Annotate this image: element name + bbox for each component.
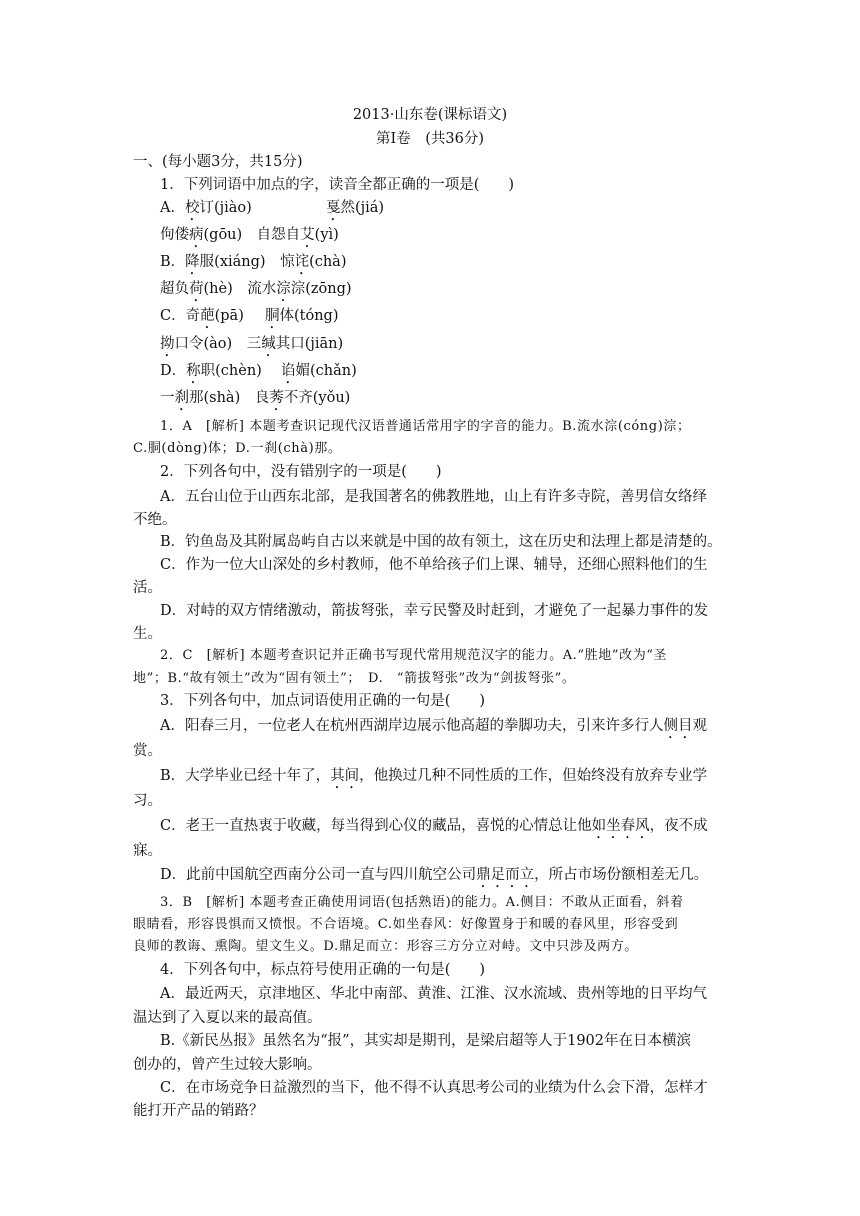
q3-option-b-line2: 习。 bbox=[133, 793, 162, 809]
q3-answer-line3: 良师的教诲、熏陶。望文生义。D.鼎足而立：形容三方分立对峙。文中只涉及两方。 bbox=[133, 939, 638, 954]
q1-option-a-line2: 佝偻病(gōu) 自怨自艾(yì) bbox=[160, 227, 339, 243]
q2-answer-line2: 地”；B.“故有领土”改为“固有领土”； D. “箭拔弩张”改为“剑拔弩张”。 bbox=[133, 671, 576, 686]
q1-answer-line2: C.胴(dòng)体；D.一刹(chà)那。 bbox=[133, 441, 342, 456]
q3-option-b-line1: B．大学毕业已经十年了，其间，他换过几种不同性质的工作，但始终没有放弃专业学 bbox=[160, 768, 708, 784]
q1-option-c-line1: C．奇葩(pā) bbox=[160, 308, 244, 324]
q1-option-b-line1: B．降服(xiáng) 惊诧(chà) bbox=[160, 254, 347, 270]
q4-option-c-line1: C．在市场竞争日益激烈的当下，他不得不认真思考公司的业绩为什么会下滑，怎样才 bbox=[160, 1080, 708, 1096]
q1-option-d-word2: 谄媚(chǎn) bbox=[281, 363, 357, 379]
q3-option-c-line2: 寐。 bbox=[133, 843, 162, 859]
q3-option-c-line1: C．老王一直热衷于收藏，每当得到心仪的藏品，喜悦的心情总让他如坐春风，夜不成 bbox=[160, 818, 708, 834]
section-heading: 一、(每小题3分，共15分) bbox=[133, 154, 303, 170]
q2-answer-line1: 2．C [解析] 本题考查识记并正确书写现代常用规范汉字的能力。A.“胜地”改为“圣 bbox=[160, 648, 668, 663]
q2-option-a-line1: A．五台山位于山西东北部，是我国著名的佛教胜地，山上有许多寺院，善男信女络绎 bbox=[160, 489, 707, 505]
q3-option-a-line2: 赏。 bbox=[133, 743, 162, 759]
q4-option-b-line2: 创办的，曾产生过较大影响。 bbox=[133, 1057, 322, 1073]
q2-option-a-line2: 不绝。 bbox=[133, 512, 177, 528]
q2-option-c-line1: C．作为一位大山深处的乡村教师，他不单给孩子们上课、辅导，还细心照料他们的生 bbox=[160, 557, 708, 573]
q3-answer-line2: 眼睛看，形容畏惧而又愤恨。不合语境。C.如坐春风：好像置身于和暖的春风里，形容受到 bbox=[133, 917, 679, 932]
q3-answer-line1: 3．B [解析] 本题考查正确使用词语(包括熟语)的能力。A.侧目：不敢从正面看，斜着 bbox=[160, 895, 684, 910]
q4-option-c-line2: 能打开产品的销路？ bbox=[133, 1103, 264, 1119]
q4-stem: 4．下列各句中，标点符号使用正确的一句是( ) bbox=[160, 962, 486, 978]
q1-option-c-line2: 拗口令(ào) 三缄其口(jiān) bbox=[160, 336, 344, 352]
q3-option-d: D．此前中国航空西南分公司一直与四川航空公司鼎足而立，所占市场份额相差无几。 bbox=[160, 867, 709, 883]
page-subtitle: 第Ⅰ卷 (共36分) bbox=[376, 131, 484, 147]
q4-option-a-line2: 温达到了入夏以来的最高值。 bbox=[133, 1010, 322, 1026]
q1-option-c-word2: 胴体(tóng) bbox=[265, 308, 339, 324]
q2-option-c-line2: 活。 bbox=[133, 580, 162, 596]
q3-stem: 3．下列各句中，加点词语使用正确的一句是( ) bbox=[160, 693, 486, 709]
q1-option-d-line1: D．称职(chèn) bbox=[160, 363, 262, 379]
q1-answer-line1: 1．A [解析] 本题考查识记现代汉语普通话常用字的字音的能力。B.流水淙(cóng)淙； bbox=[160, 419, 691, 434]
q4-option-b-line1: B.《新民丛报》虽然名为“报”，其实却是期刊，是梁启超等人于1902年在日本横滨 bbox=[160, 1033, 691, 1049]
page-title: 2013·山东卷(课标语文) bbox=[352, 107, 508, 123]
q1-option-b-line2: 超负荷(hè) 流水淙淙(zōng) bbox=[160, 281, 352, 297]
q4-option-a-line1: A．最近两天，京津地区、华北中南部、黄淮、江淮、汉水流域、贵州等地的日平均气 bbox=[160, 986, 707, 1002]
q1-option-a-word2: 戛然(jiá) bbox=[326, 200, 385, 216]
q1-option-d-line2: 一刹那(shà) 良莠不齐(yǒu) bbox=[160, 390, 351, 406]
q1-stem: 1．下列词语中加点的字，读音全都正确的一项是( ) bbox=[160, 177, 515, 193]
q2-option-d-line2: 生。 bbox=[133, 626, 162, 642]
q1-option-a-line1: A．校订(jiào) bbox=[160, 200, 252, 216]
q2-option-b: B．钓鱼岛及其附属岛屿自古以来就是中国的故有领土，这在历史和法理上都是清楚的。 bbox=[160, 534, 722, 550]
q2-stem: 2．下列各句中，没有错别字的一项是( ) bbox=[160, 464, 442, 480]
q2-option-d-line1: D．对峙的双方情绪激动，箭拔弩张，幸亏民警及时赶到，才避免了一起暴力事件的发 bbox=[160, 603, 709, 619]
q3-option-a-line1: A．阳春三月，一位老人在杭州西湖岸边展示他高超的拳脚功夫，引来许多行人侧目观 bbox=[160, 718, 707, 734]
